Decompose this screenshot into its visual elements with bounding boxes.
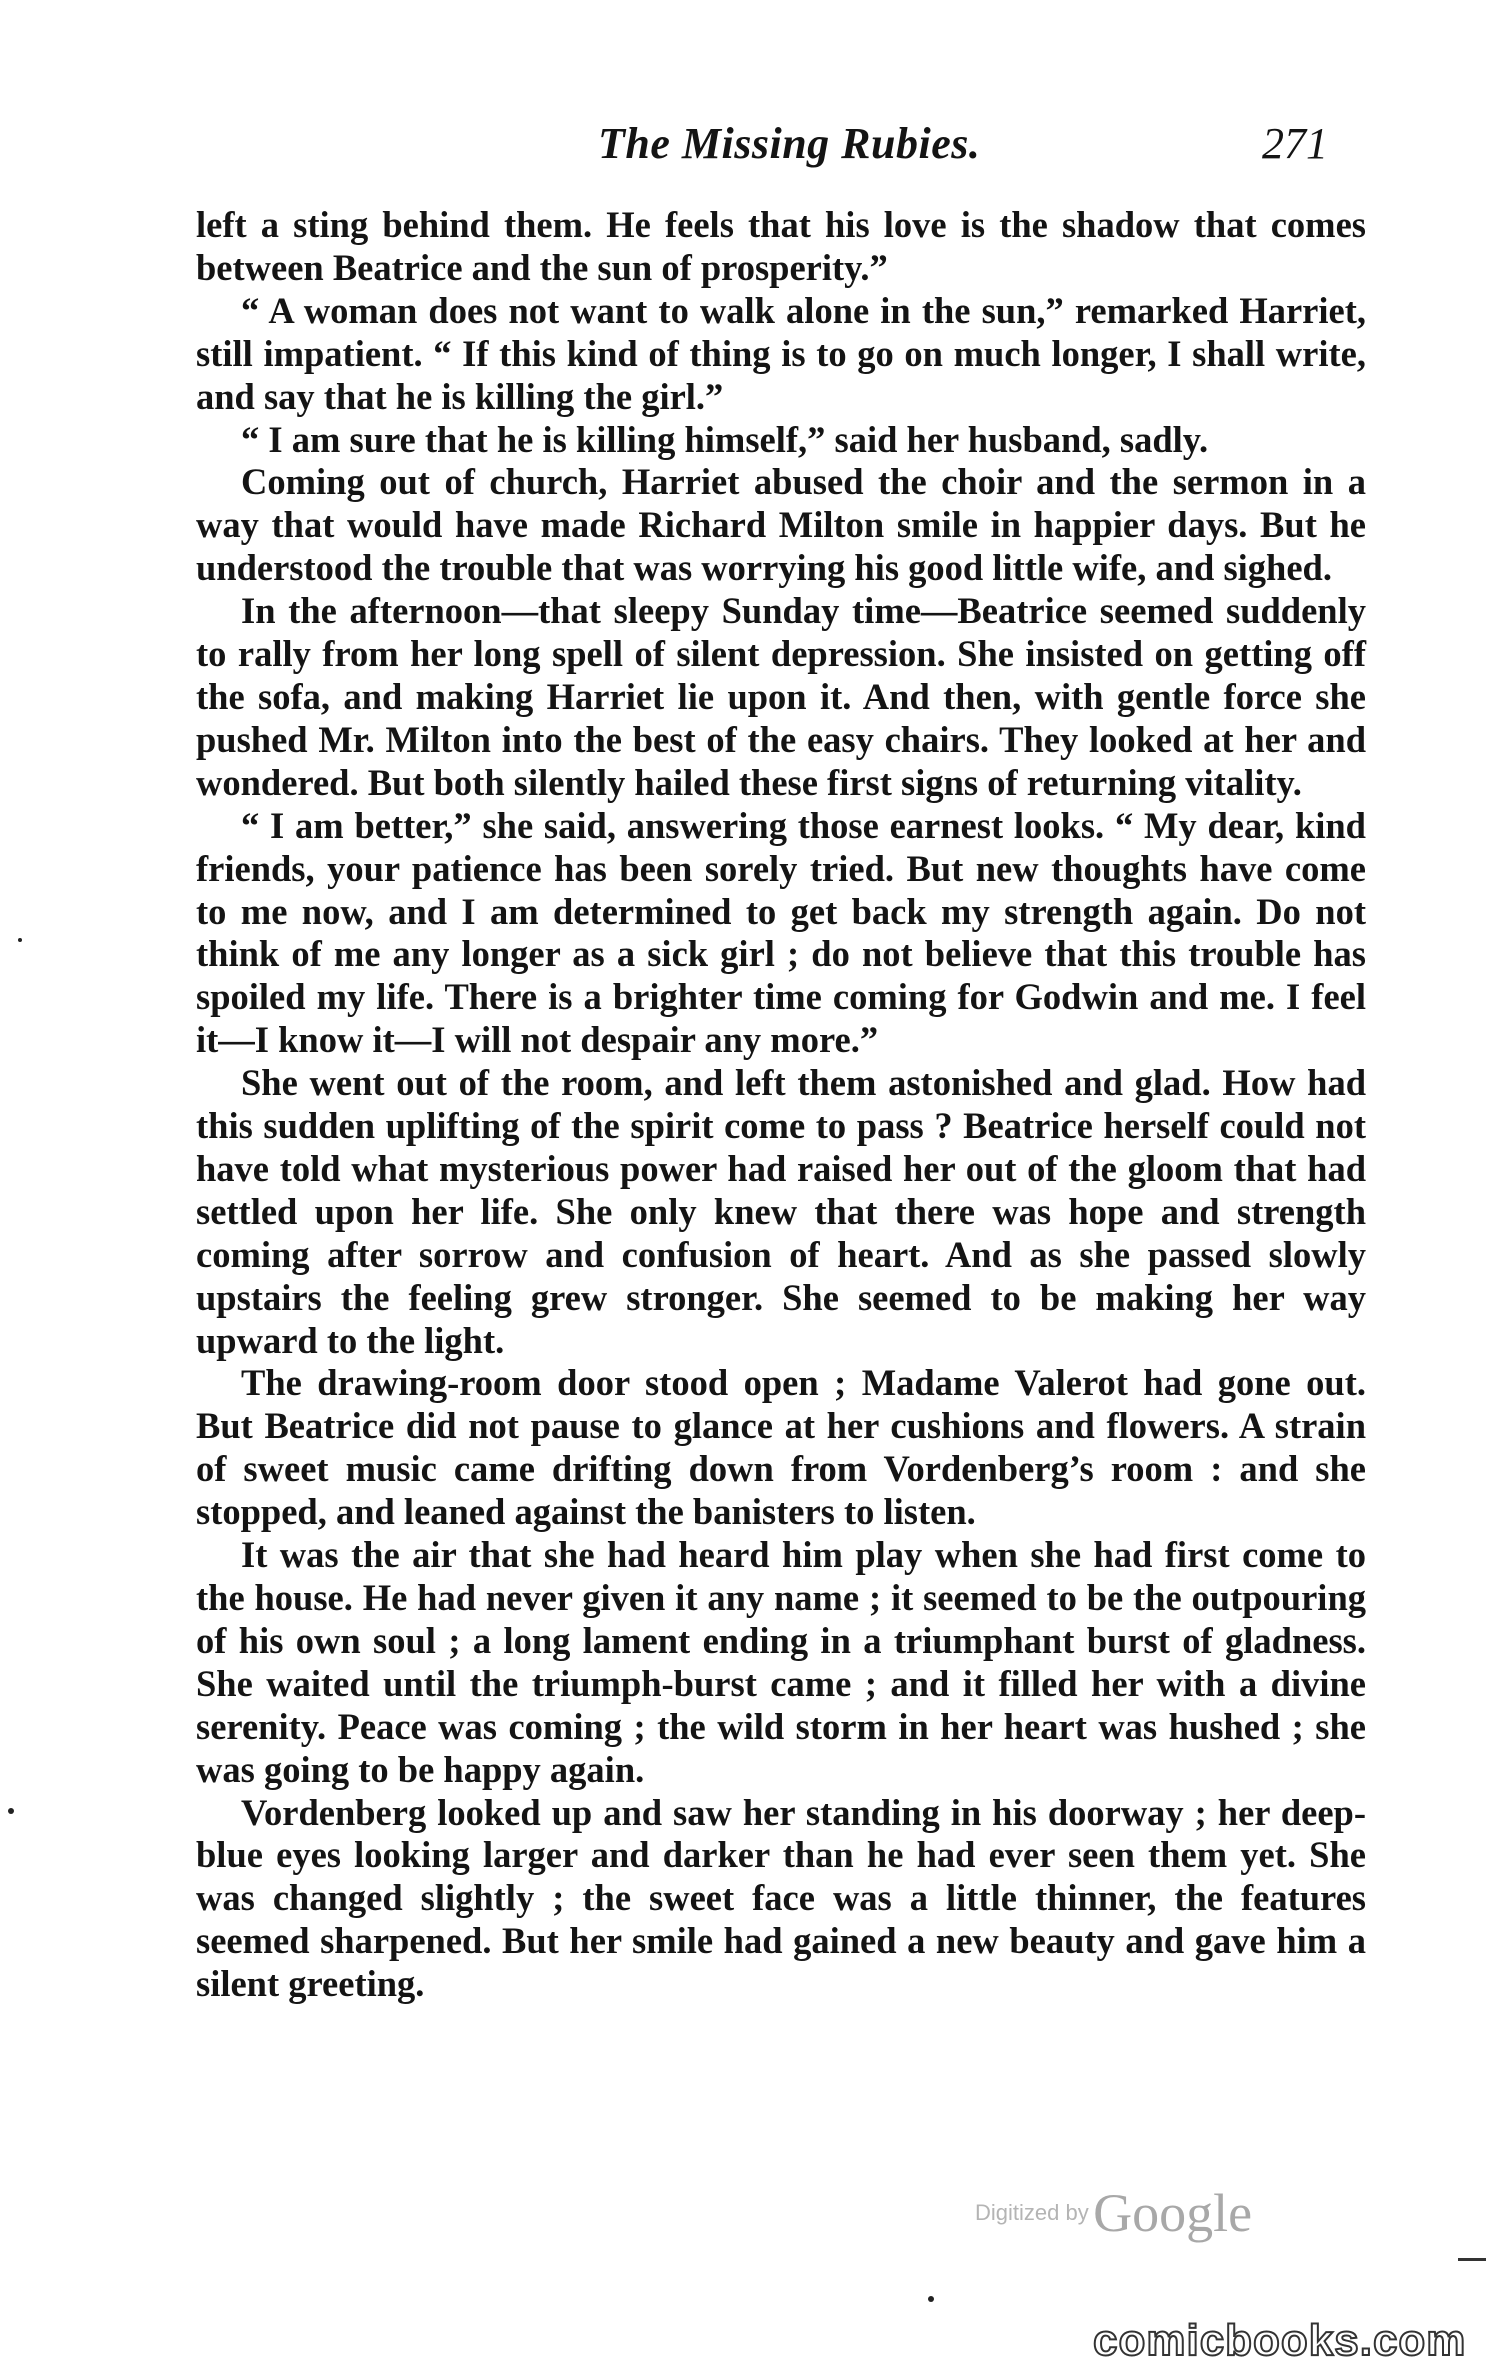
scan-speck	[8, 1808, 14, 1814]
scan-speck	[928, 2296, 934, 2302]
paragraph: “ I am better,” she said, answering those earnest looks. “ My dear, kind friends, your patience has been sorely tried. But new thoughts have come to me now, and I am determined to get back my strength again. Do not think of me any longer as a sick girl ; do not believe that this trouble has spoiled my life. There is a brighter time coming for Godwin and me. I feel it—I know it—I will not despair any more.”	[196, 804, 1366, 1061]
paragraph: She went out of the room, and left them astonished and glad. How had this sudden uplifting of the spirit come to pass ? Beatrice herself could not have told what mysterious power had raised her out of the gloom that had settled upon her life. She only knew that there was hope and strength coming after sorrow and confusion of heart. And as she passed slowly upstairs the feeling grew stronger. She seemed to be making her way upward to the light.	[196, 1062, 1366, 1361]
paragraph: It was the air that she had heard him play when she had first come to the house. He had never given it any name ; it seemed to be the outpouring of his own soul ; a long lament ending in a triumphant burst of gladness. She waited until the triumph-burst came ; and it filled her with a divine serenity. Peace was coming ; the wild storm in her heart was hushed ; she was going to be happy again.	[196, 1534, 1366, 1790]
paragraph: Vordenberg looked up and saw her standing in his doorway ; her deep-blue eyes looking larger and darker than he had ever seen them yet. She was changed slightly ; the sweet face was a little thinner, the features seemed sharpened. But her smile had gained a new beauty and gave him a silent greeting.	[196, 1791, 1366, 2005]
paragraph: In the afternoon—that sleepy Sunday time—Beatrice seemed suddenly to rally from her long spell of silent depression. She insisted on getting off the sofa, and making Harriet lie upon it. And then, with gentle force she pushed Mr. Milton into the best of the easy chairs. They looked at her and wondered. But both silently hailed these first signs of returning vitality.	[196, 590, 1366, 803]
paragraph: left a sting behind them. He feels that his love is the shadow that comes between Beatrice and the sun of prosperity.”	[196, 204, 1366, 288]
body-text	[196, 204, 1366, 2006]
scan-speck	[18, 938, 22, 942]
scan-edge-mark	[1458, 2258, 1486, 2261]
paragraph: Coming out of church, Harriet abused the choir and the sermon in a way that would have made Richard Milton smile in happier days. But he understood the trouble that was worrying his good little wife, and sighed.	[196, 461, 1366, 589]
running-title: The Missing Rubies.	[598, 119, 981, 168]
digitized-by-google-mark	[975, 2182, 1252, 2244]
paragraph: “ I am sure that he is killing himself,” said her husband, sadly.	[241, 418, 1209, 460]
google-logo: Google	[1093, 2183, 1253, 2243]
site-watermark: comicbooks.com	[1093, 2316, 1467, 2365]
digitized-by-label: Digitized by	[975, 2200, 1089, 2225]
paragraph: “ A woman does not want to walk alone in the sun,” remarked Harriet, still impatient. “ If this kind of thing is to go on much longer, I shall write, and say that he is killing the girl.”	[196, 289, 1366, 417]
paragraph: The drawing-room door stood open ; Madame Valerot had gone out. But Beatrice did not pause to glance at her cushions and flowers. A strain of sweet music came drifting down from Vordenberg’s room : and she stopped, and leaned against the banisters to listen.	[196, 1362, 1366, 1533]
page-number: 271	[1262, 119, 1328, 168]
